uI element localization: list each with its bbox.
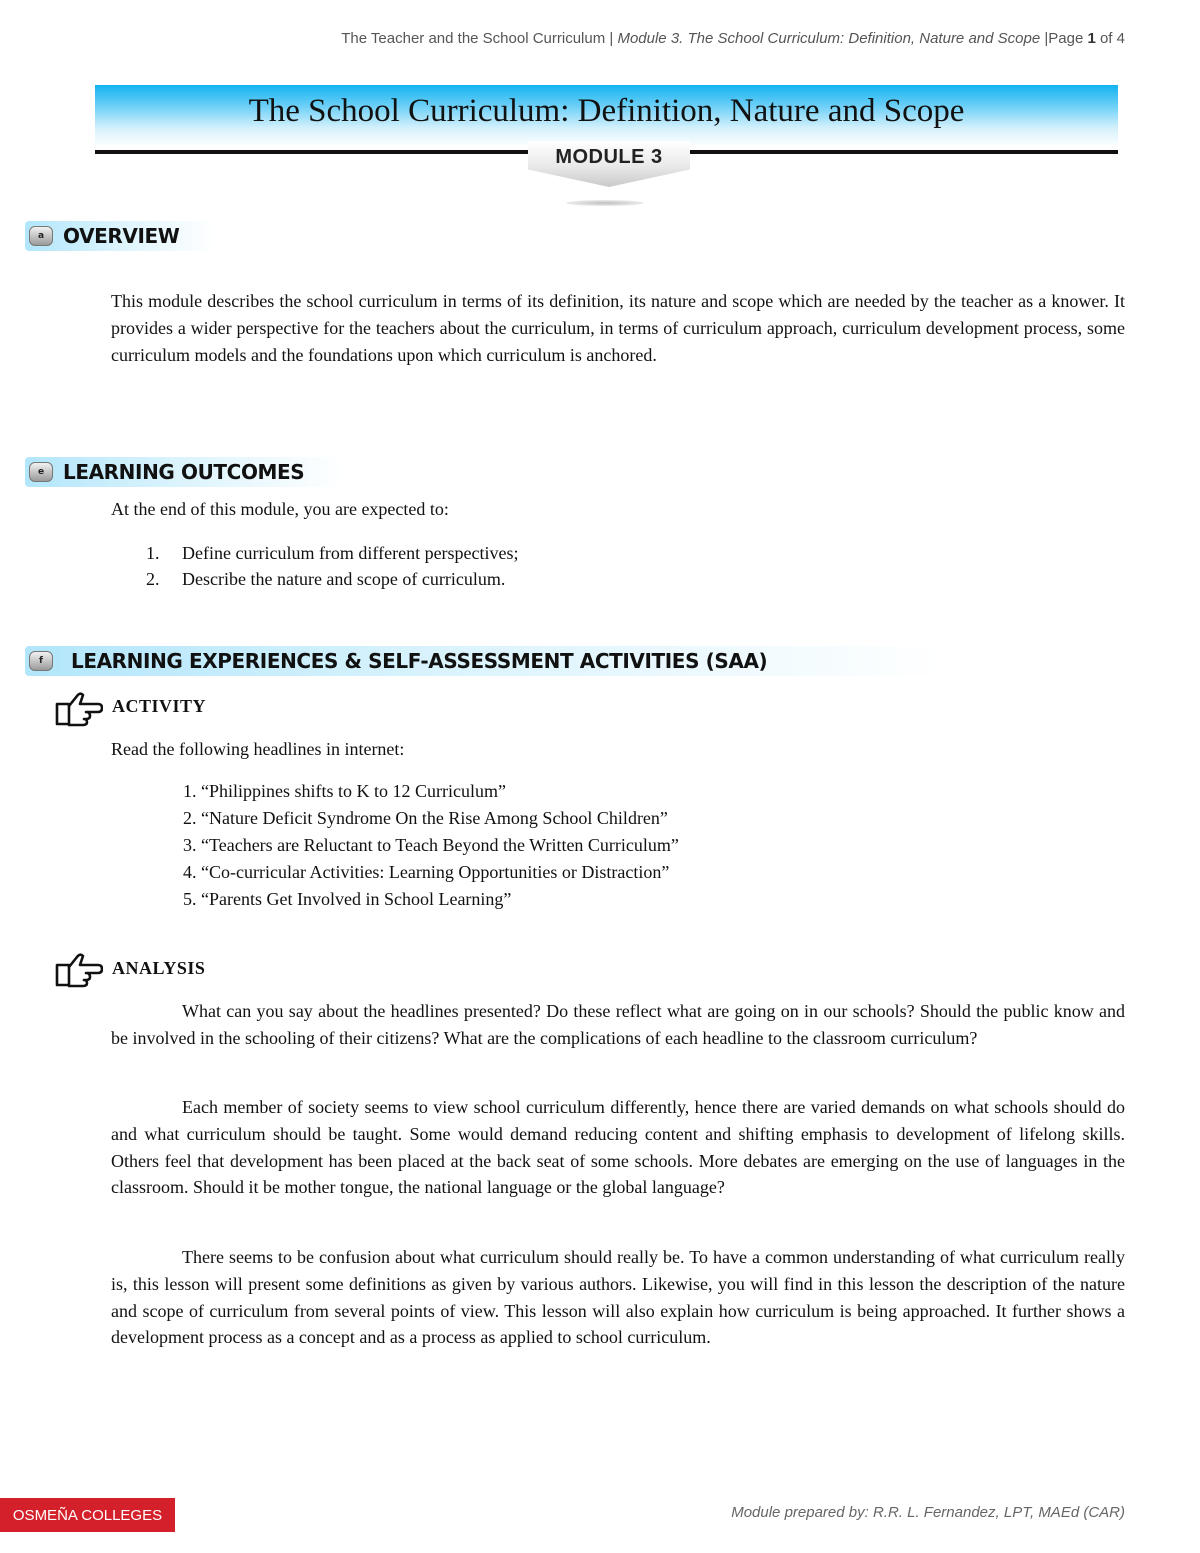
prepared-by: Module prepared by: R.R. L. Fernandez, LPT, MAEd (CAR) [731,1504,1125,1521]
headline-item: 5. “Parents Get Involved in School Learning” [183,889,512,909]
outcome-item: Define curriculum from different perspectives; [182,543,519,563]
pointing-hand-icon [55,690,103,728]
analysis-paragraph: What can you say about the headlines presented? Do these reflect what are going on in our schools? Should the public know and be involved in the schooling of their citizens? What are the complications of each headline to the classroom curriculum? [111,1001,1125,1048]
module-tab-label: MODULE 3 [555,146,663,168]
page-label: Page [1048,30,1088,47]
pointing-hand-icon [55,951,103,989]
headline-item: 2. “Nature Deficit Syndrome On the Rise Among School Children” [183,808,668,828]
section-overview-heading: OVERVIEW [63,224,180,248]
outcomes-intro: At the end of this module, you are expected to: [111,499,449,519]
page-total: 4 [1116,30,1125,47]
outcome-number: 1. [146,543,160,563]
header-separator: | [1040,30,1049,47]
section-outcomes-icon: e [29,462,53,482]
activity-label: ACTIVITY [112,696,207,716]
document-title: The School Curriculum: Definition, Nature and Scope [248,93,965,129]
page-of-label: of [1095,30,1117,47]
running-header [341,30,1125,47]
section-experiences-heading: LEARNING EXPERIENCES & SELF-ASSESSMENT ACTIVITIES (SAA) [71,649,768,673]
section-outcomes-heading: LEARNING OUTCOMES [63,460,305,484]
section-experiences-icon: f [29,651,53,671]
school-badge: OSMEÑA COLLEGES [0,1498,175,1532]
course-title: The Teacher and the School Curriculum [341,30,606,47]
headline-item: 3. “Teachers are Reluctant to Teach Beyond the Written Curriculum” [183,835,679,855]
module-tab-shadow [566,200,644,206]
activity-intro: Read the following headlines in internet: [111,739,405,759]
section-learning-experiences [25,646,945,676]
outcome-number: 2. [146,569,160,589]
section-learning-outcomes [25,457,345,487]
analysis-paragraph: Each member of society seems to view school curriculum differently, hence there are varied demands on what schools should do and what curriculum should be taught. Some would demand reducing content and shifting emphasis to development of lifelong skills. Others feel that development has been placed at the back seat of some schools. More debates are emerging on the use of languages in the classroom. Should it be mother tongue, the national language or the global language? [111,1097,1125,1198]
page-number: 1 [1087,30,1096,47]
analysis-paragraph: There seems to be confusion about what curriculum should really be. To have a common understanding of what curriculum really is, this lesson will present some definitions as given by various authors. Likewise, you will find in this lesson the description of the nature and scope of curriculum from several points of view. This lesson will also explain how curriculum is being approached. It further shows a development process as a concept and as a process as applied to school curriculum. [111,1247,1125,1348]
overview-body: This module describes the school curriculum in terms of its definition, its nature and scope which are needed by the teacher as a knower. It provides a wider perspective for the teachers about the curriculum, in terms of curriculum approach, curriculum development process, some curriculum models and the foundations upon which curriculum is anchored. [111,291,1125,365]
analysis-label: ANALYSIS [112,958,206,978]
headline-item: 1. “Philippines shifts to K to 12 Curriculum” [183,781,506,801]
module-title: Module 3. The School Curriculum: Definition, Nature and Scope [617,30,1041,47]
header-separator: | [605,30,618,47]
headline-item: 4. “Co-curricular Activities: Learning Opportunities or Distraction” [183,862,670,882]
section-overview [25,221,215,251]
section-overview-icon: a [29,226,53,246]
outcome-item: Describe the nature and scope of curriculum. [182,569,506,589]
